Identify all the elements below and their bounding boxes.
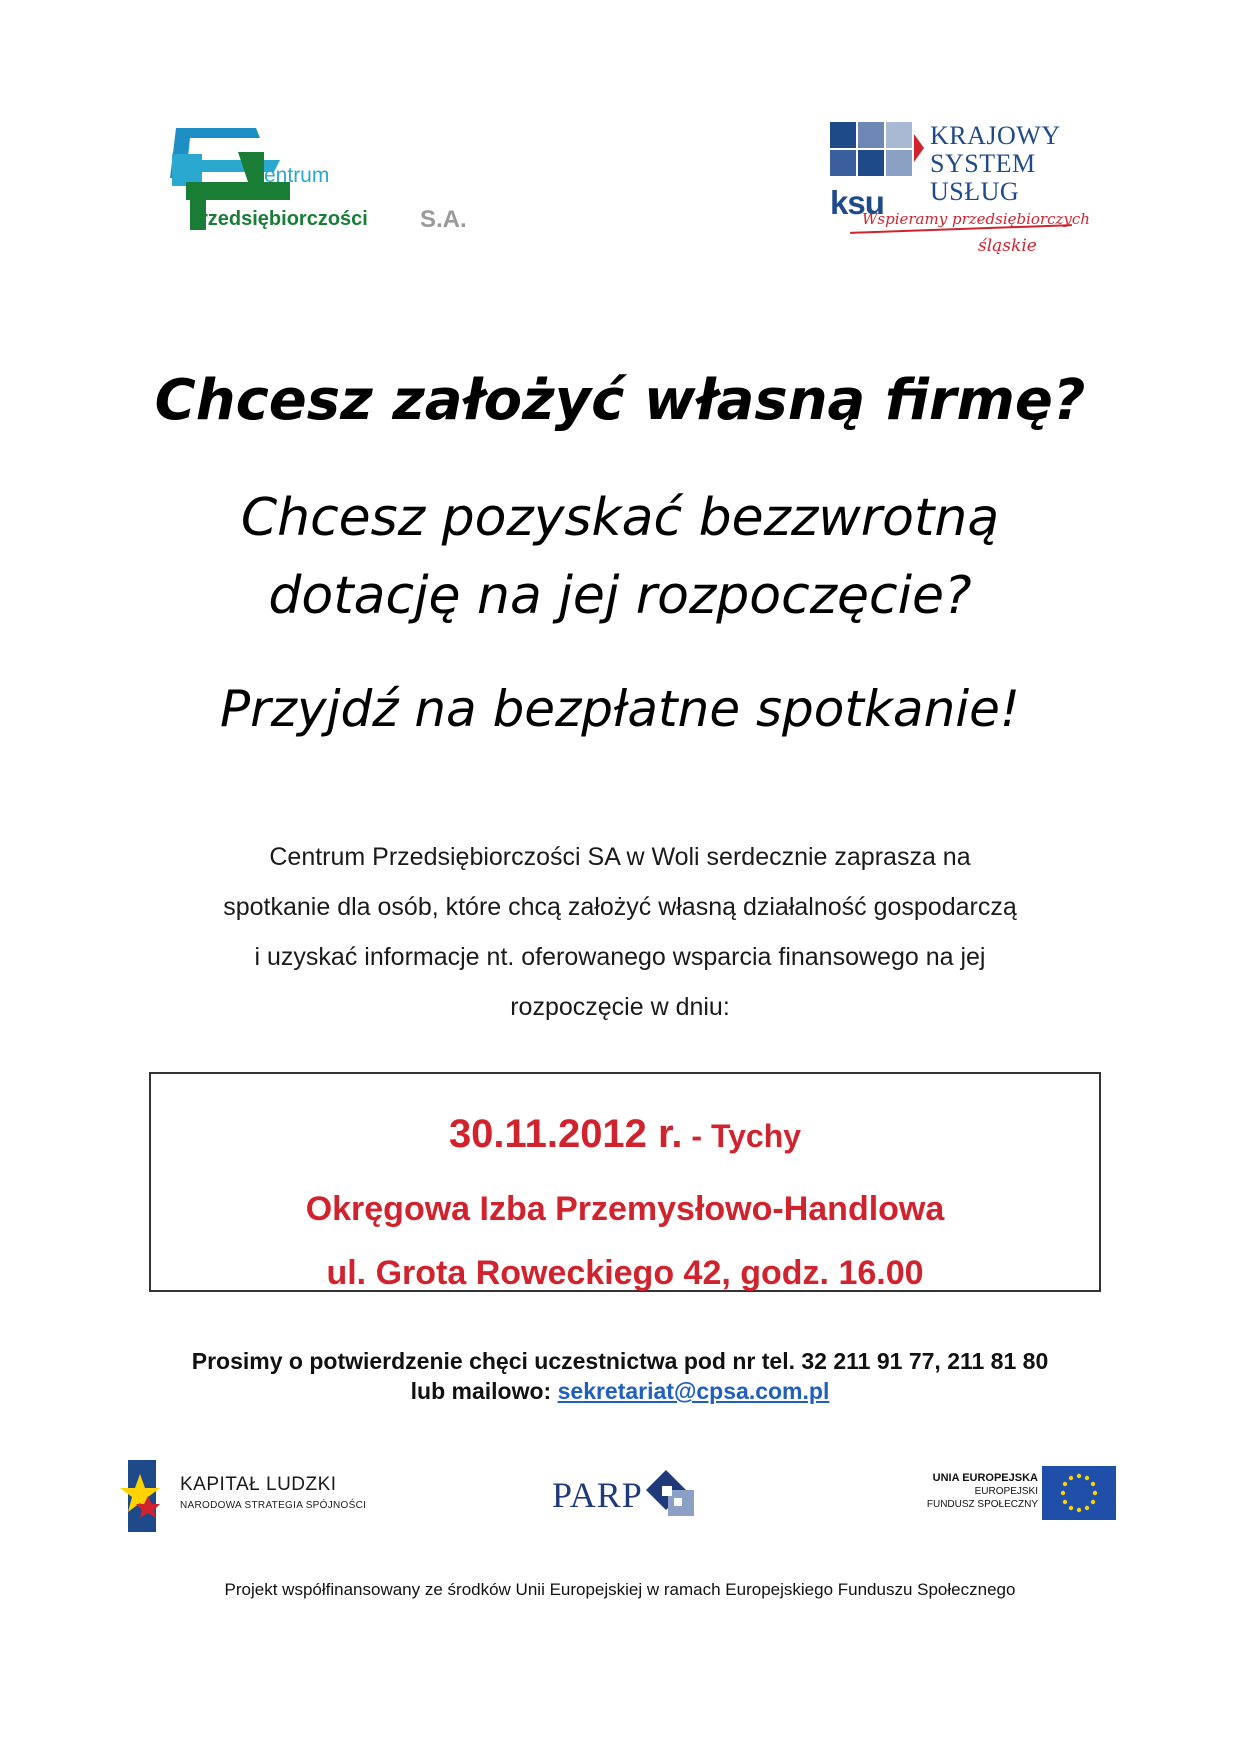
ksu-line-3: USŁUG [930,177,1020,206]
eu-fund-line-2: FUNDUSZ SPOŁECZNY [926,1499,1038,1510]
eu-name: UNIA EUROPEJSKA [932,1472,1038,1484]
parp-logo [552,1468,702,1528]
eu-flag-icon [1042,1466,1116,1520]
invitation-paragraph [140,832,1100,1032]
ksu-line-2: SYSTEM [930,149,1036,178]
ksu-logo [830,122,1090,262]
parp-diamond-icon [644,1468,696,1524]
centrum-przedsiebiorczosci-logo [168,124,488,244]
event-city: - Tychy [682,1118,802,1154]
paragraph-line-3: i uzyskać informacje nt. oferowanego wsparcia finansowego na jej [254,943,986,971]
contact-phone-line: Prosimy o potwierdzenie chęci uczestnictwa pod nr tel. 32 211 91 77, 211 81 80 [191,1348,1049,1374]
parp-word: PARP [552,1475,643,1515]
headline-line-2: Chcesz pozyskać bezzwrotną [240,488,1000,548]
event-address-line [151,1254,1099,1293]
footer-cofinancing-note: Projekt współfinansowany ze środków Unii Europejskiej w ramach Europejskiego Funduszu Społecznego [224,1580,1016,1599]
kapital-ludzki-subtitle: NARODOWA STRATEGIA SPÓJNOŚCI [180,1500,367,1511]
event-place: Okręgowa Izba Przemysłowo-Handlowa [305,1190,945,1228]
paragraph-line-2: spotkanie dla osób, które chcą założyć własną działalność gospodarczą [223,893,1017,921]
kapital-ludzki-logo [118,1456,367,1536]
event-place-line [151,1190,1099,1229]
ksu-grid-icon [830,122,926,184]
eu-esf-logo [926,1466,1130,1526]
contact-email-prefix: lub mailowo: [410,1378,558,1404]
ksu-line-1: KRAJOWY [930,121,1061,150]
paragraph-line-1: Centrum Przedsiębiorczości SA w Woli serdecznie zaprasza na [269,843,971,871]
eu-fund-line-1: EUROPEJSKI [974,1486,1038,1497]
kapital-ludzki-title: KAPITAŁ LUDZKI [180,1474,337,1495]
cp-logo-centrum-text: entrum [264,164,330,187]
event-address: ul. Grota Roweckiego 42, godz. 16.00 [326,1254,924,1292]
cp-logo-sa-text: S.A. [420,206,467,233]
ksu-region: śląskie [978,236,1037,256]
contact-email-link[interactable]: sekretariat@cpsa.com.pl [557,1378,830,1404]
contact-info [0,1346,1240,1406]
paragraph-line-4: rozpoczęcie w dniu: [510,993,730,1021]
cp-logo-przedsiebiorczosci-text: rzedsiębiorczości [200,208,368,230]
kapital-ludzki-star-icon [118,1456,178,1536]
ksu-tagline: Wspieramy przedsiębiorczych [862,210,1090,228]
event-details-box [149,1072,1101,1292]
event-date-line [151,1112,1099,1157]
ksu-word: ksu [830,184,884,221]
event-date: 30.11.2012 r. [448,1112,683,1156]
contact-email-line [0,1376,1240,1406]
headline-main: Chcesz założyć własną firmę? [154,368,1086,433]
headline-invite: Przyjdź na bezpłatne spotkanie! [220,680,1020,738]
headline-line-3: dotację na jej rozpoczęcie? [268,566,972,626]
ksu-name [930,122,1061,206]
